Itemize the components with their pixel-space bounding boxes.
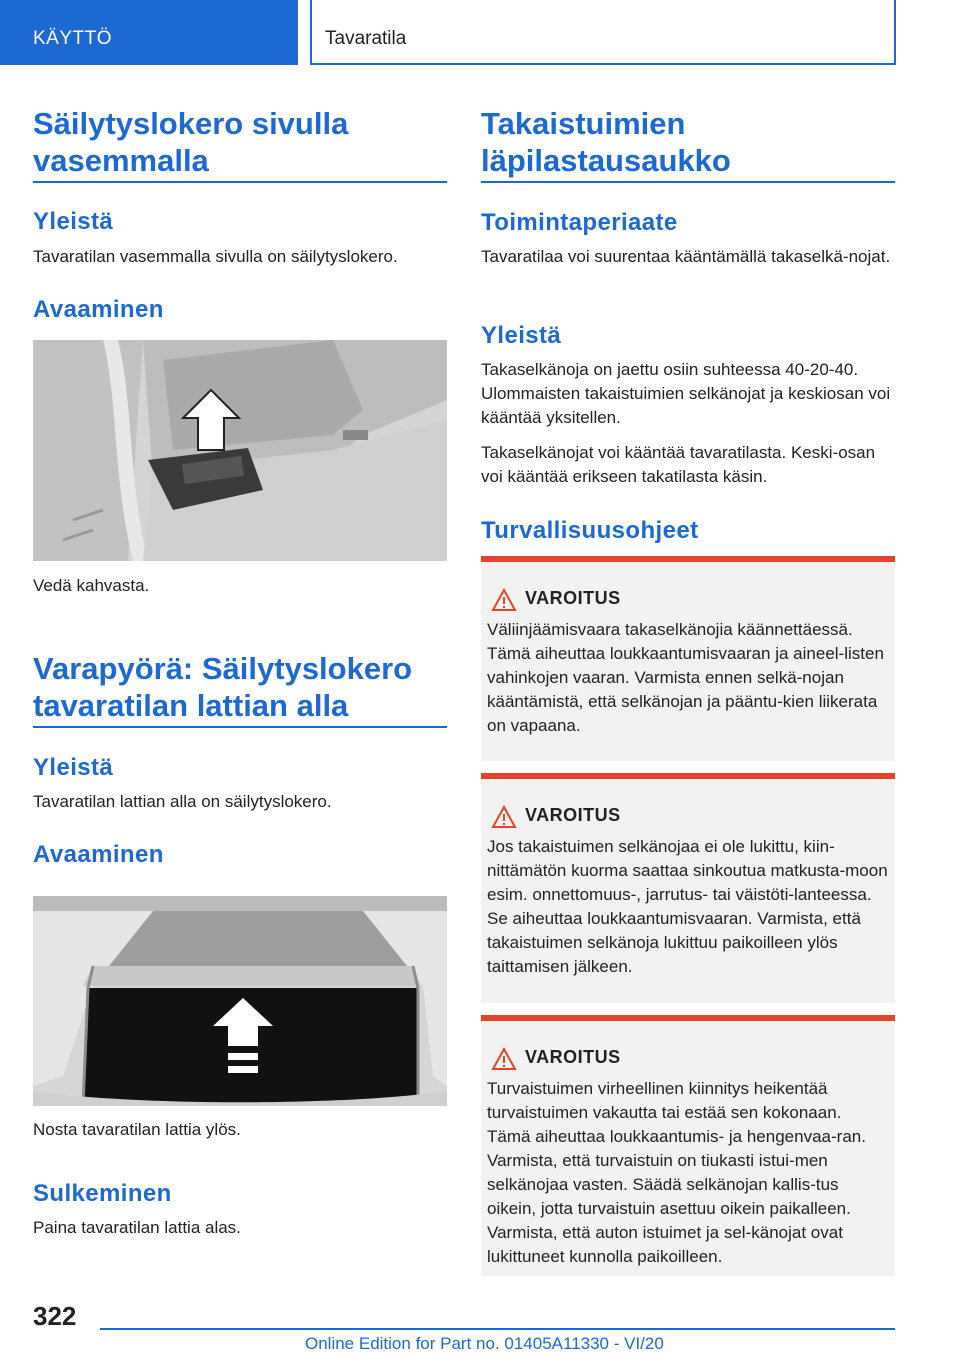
footer-rule <box>100 1328 895 1330</box>
section-title-storage-left: Säilytyslokero sivulla vasemmalla <box>33 106 349 178</box>
side-compartment-image <box>33 340 447 561</box>
general-text: Tavaratilan vasemmalla sivulla on säilytyslokero. <box>33 247 398 266</box>
heading-opening-2: Avaaminen <box>33 841 164 868</box>
illustration-side-compartment <box>33 340 447 561</box>
illustration-floor-compartment <box>33 896 447 1106</box>
header-chapter-label: Tavaratila <box>325 28 407 49</box>
heading-principle: Toimintaperiaate <box>481 209 678 236</box>
heading-general: Yleistä <box>33 208 114 235</box>
section-title-loadthrough: Takaistuimien läpilastausaukko <box>481 106 731 178</box>
warning-triangle-icon <box>491 805 517 829</box>
header-chapter-box <box>311 0 896 65</box>
warning-box-1 <box>481 556 895 761</box>
title-rule <box>481 181 895 183</box>
warning-title: VAROITUS <box>525 805 621 825</box>
section-title-spare-wheel: Varapyörä: Säilytyslokero tavaratilan lattian alla <box>33 651 413 723</box>
heading-general-right: Yleistä <box>481 322 562 349</box>
image1-caption: Vedä kahvasta. <box>33 576 150 595</box>
header-section-tab <box>0 0 298 65</box>
page-number: 322 <box>33 1301 77 1331</box>
closing-text: Paina tavaratilan lattia alas. <box>33 1218 241 1237</box>
warning-text: Turvaistuimen virheellinen kiinnitys heikentää turvaistuimen vakautta tai estää sen kokonaan. Tämä aiheuttaa loukkaantumis- ja hengenvaa-ran. Varmista, että turvaistuin on tiukasti istui-men selkänojaa vasten. Säädä selkänojan kallis-tus oikein, jotta turvaistuin asettuu oikein paikalleen. Varmista, että auton istuimet ja sel-känojat ovat lukittuneet kunnolla paikoilleen. <box>487 1079 866 1266</box>
image2-caption: Nosta tavaratilan lattia ylös. <box>33 1120 241 1139</box>
warning-title: VAROITUS <box>525 1047 621 1067</box>
heading-general-2: Yleistä <box>33 754 114 781</box>
warning-text: Jos takaistuimen selkänojaa ei ole lukittu, kiin-nittämätön kuorma saattaa sinkoutua matkusta-moon esim. onnettomuus-, jarrutus- tai väistöti-lanteessa. Se aiheuttaa loukkaantumisvaaran. Varmista, että takaistuimen selkänoja lukittuu paikoilleen ylös taittamisen jälkeen. <box>487 837 888 976</box>
general-right-text-1: Takaselkänoja on jaettu osiin suhteessa 40-20-40. Ulommaisten takaistuimien selkänojat ja keskiosan voi kääntää yksitellen. <box>481 360 891 427</box>
header-section-label: KÄYTTÖ <box>33 28 113 49</box>
warning-triangle-icon <box>491 1047 517 1071</box>
warning-triangle-icon <box>491 588 517 612</box>
heading-opening: Avaaminen <box>33 296 164 323</box>
heading-safety: Turvallisuusohjeet <box>481 517 699 544</box>
heading-closing: Sulkeminen <box>33 1180 172 1207</box>
warning-box-3 <box>481 1015 895 1276</box>
warning-text: Väliinjäämisvaara takaselkänojia käännettäessä. Tämä aiheuttaa loukkaantumisvaaran ja aineel-listen vahinkojen vaaran. Varmista ennen selkä-nojan kääntämistä, että selkänojan ja pääntu-kien liikerata on vapaana. <box>487 620 884 735</box>
floor-compartment-image <box>33 896 447 1106</box>
footer-edition: Online Edition for Part no. 01405A11330 - VI/20 <box>305 1334 664 1353</box>
warning-box-2 <box>481 773 895 1003</box>
title-rule <box>33 181 447 183</box>
title-rule <box>33 726 447 728</box>
warning-title: VAROITUS <box>525 588 621 608</box>
general2-text: Tavaratilan lattian alla on säilytyslokero. <box>33 792 332 811</box>
principle-text: Tavaratilaa voi suurentaa kääntämällä takaselkä-nojat. <box>481 247 891 266</box>
general-right-text-2: Takaselkänojat voi kääntää tavaratilasta. Keski-osan voi kääntää erikseen takatilasta käsin. <box>481 443 876 486</box>
